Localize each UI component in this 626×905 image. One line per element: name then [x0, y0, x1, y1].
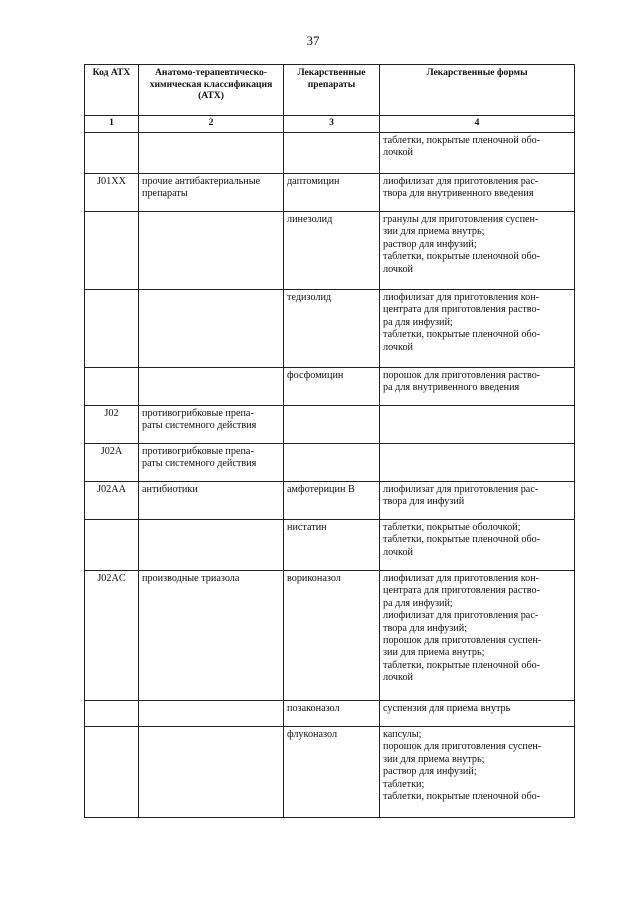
- drug-cell: амфотерицин В: [284, 482, 380, 520]
- table-row: [85, 444, 575, 482]
- dosage-forms-cell: таблетки, покрытые пленочной обо- лочкой: [380, 133, 575, 174]
- drug-cell: фосфомицин: [284, 368, 380, 406]
- drug-cell: даптомицин: [284, 174, 380, 212]
- atc-code-cell: [85, 701, 139, 727]
- column-number: 2: [139, 116, 284, 133]
- table-row: [85, 571, 575, 701]
- classification-cell: прочие антибактериальные препараты: [139, 174, 284, 212]
- dosage-forms-cell: капсулы; порошок для приготовления суспен- зии для приема внутрь; раствор для инфузий; таблетки; таблетки, покрытые пленочной обо-: [380, 727, 575, 818]
- drug-cell: нистатин: [284, 520, 380, 571]
- dosage-forms-cell: лиофилизат для приготовления кон- центрата для приготовления раство- ра для инфузий; таблетки, покрытые пленочной обо- лочкой: [380, 290, 575, 368]
- atc-code-cell: J02AC: [85, 571, 139, 701]
- classification-cell: [139, 701, 284, 727]
- classification-cell: противогрибковые препа- раты системного действия: [139, 444, 284, 482]
- table-row: [85, 727, 575, 818]
- atc-code-cell: J02AA: [85, 482, 139, 520]
- drug-cell: вориконазол: [284, 571, 380, 701]
- classification-cell: [139, 290, 284, 368]
- dosage-forms-cell: таблетки, покрытые оболочкой; таблетки, покрытые пленочной обо- лочкой: [380, 520, 575, 571]
- classification-cell: противогрибковые препа- раты системного действия: [139, 406, 284, 444]
- column-number-row: [85, 116, 575, 133]
- atc-code-cell: [85, 368, 139, 406]
- atc-code-cell: [85, 727, 139, 818]
- header-drugs: Лекарственные препараты: [284, 65, 380, 116]
- table-row: [85, 290, 575, 368]
- header-atc-code: Код АТХ: [85, 65, 139, 116]
- atc-code-cell: [85, 520, 139, 571]
- drug-cell: [284, 406, 380, 444]
- column-number: 1: [85, 116, 139, 133]
- atc-code-cell: [85, 133, 139, 174]
- dosage-forms-cell: порошок для приготовления раство- ра для внутривенного введения: [380, 368, 575, 406]
- dosage-forms-cell: суспензия для приема внутрь: [380, 701, 575, 727]
- atc-code-cell: [85, 212, 139, 290]
- column-number: 3: [284, 116, 380, 133]
- drug-table: [84, 64, 575, 818]
- dosage-forms-cell: лиофилизат для приготовления рас- твора для инфузий: [380, 482, 575, 520]
- classification-cell: [139, 368, 284, 406]
- dosage-forms-cell: лиофилизат для приготовления рас- твора для внутривенного введения: [380, 174, 575, 212]
- header-classification: Анатомо-терапевтическо- химическая классификация (АТХ): [139, 65, 284, 116]
- atc-code-cell: J01XX: [85, 174, 139, 212]
- dosage-forms-cell: гранулы для приготовления суспен- зии для приема внутрь; раствор для инфузий; таблетки, покрытые пленочной обо- лочкой: [380, 212, 575, 290]
- table-row: [85, 520, 575, 571]
- dosage-forms-cell: [380, 406, 575, 444]
- classification-cell: производные триазола: [139, 571, 284, 701]
- atc-code-cell: J02: [85, 406, 139, 444]
- drug-cell: [284, 133, 380, 174]
- page-number: 37: [306, 33, 320, 48]
- table-row: [85, 482, 575, 520]
- classification-cell: [139, 133, 284, 174]
- column-number: 4: [380, 116, 575, 133]
- dosage-forms-cell: [380, 444, 575, 482]
- table-row: [85, 174, 575, 212]
- table-row: [85, 212, 575, 290]
- header-dosage-forms: Лекарственные формы: [380, 65, 575, 116]
- atc-code-cell: J02A: [85, 444, 139, 482]
- classification-cell: антибиотики: [139, 482, 284, 520]
- drug-cell: тедизолид: [284, 290, 380, 368]
- classification-cell: [139, 212, 284, 290]
- drug-cell: [284, 444, 380, 482]
- table-row: [85, 133, 575, 174]
- atc-code-cell: [85, 290, 139, 368]
- dosage-forms-cell: лиофилизат для приготовления кон- центрата для приготовления раство- ра для инфузий; лиофилизат для приготовления рас- твора для инфузий; порошок для приготовления суспен- зии для приема внутрь; таблетки, покрытые пленочной обо- лочкой: [380, 571, 575, 701]
- table-row: [85, 368, 575, 406]
- drug-cell: флуконазол: [284, 727, 380, 818]
- table-row: [85, 701, 575, 727]
- drug-cell: позаконазол: [284, 701, 380, 727]
- classification-cell: [139, 520, 284, 571]
- drug-cell: линезолид: [284, 212, 380, 290]
- table-row: [85, 406, 575, 444]
- table-header-row: [85, 65, 575, 116]
- classification-cell: [139, 727, 284, 818]
